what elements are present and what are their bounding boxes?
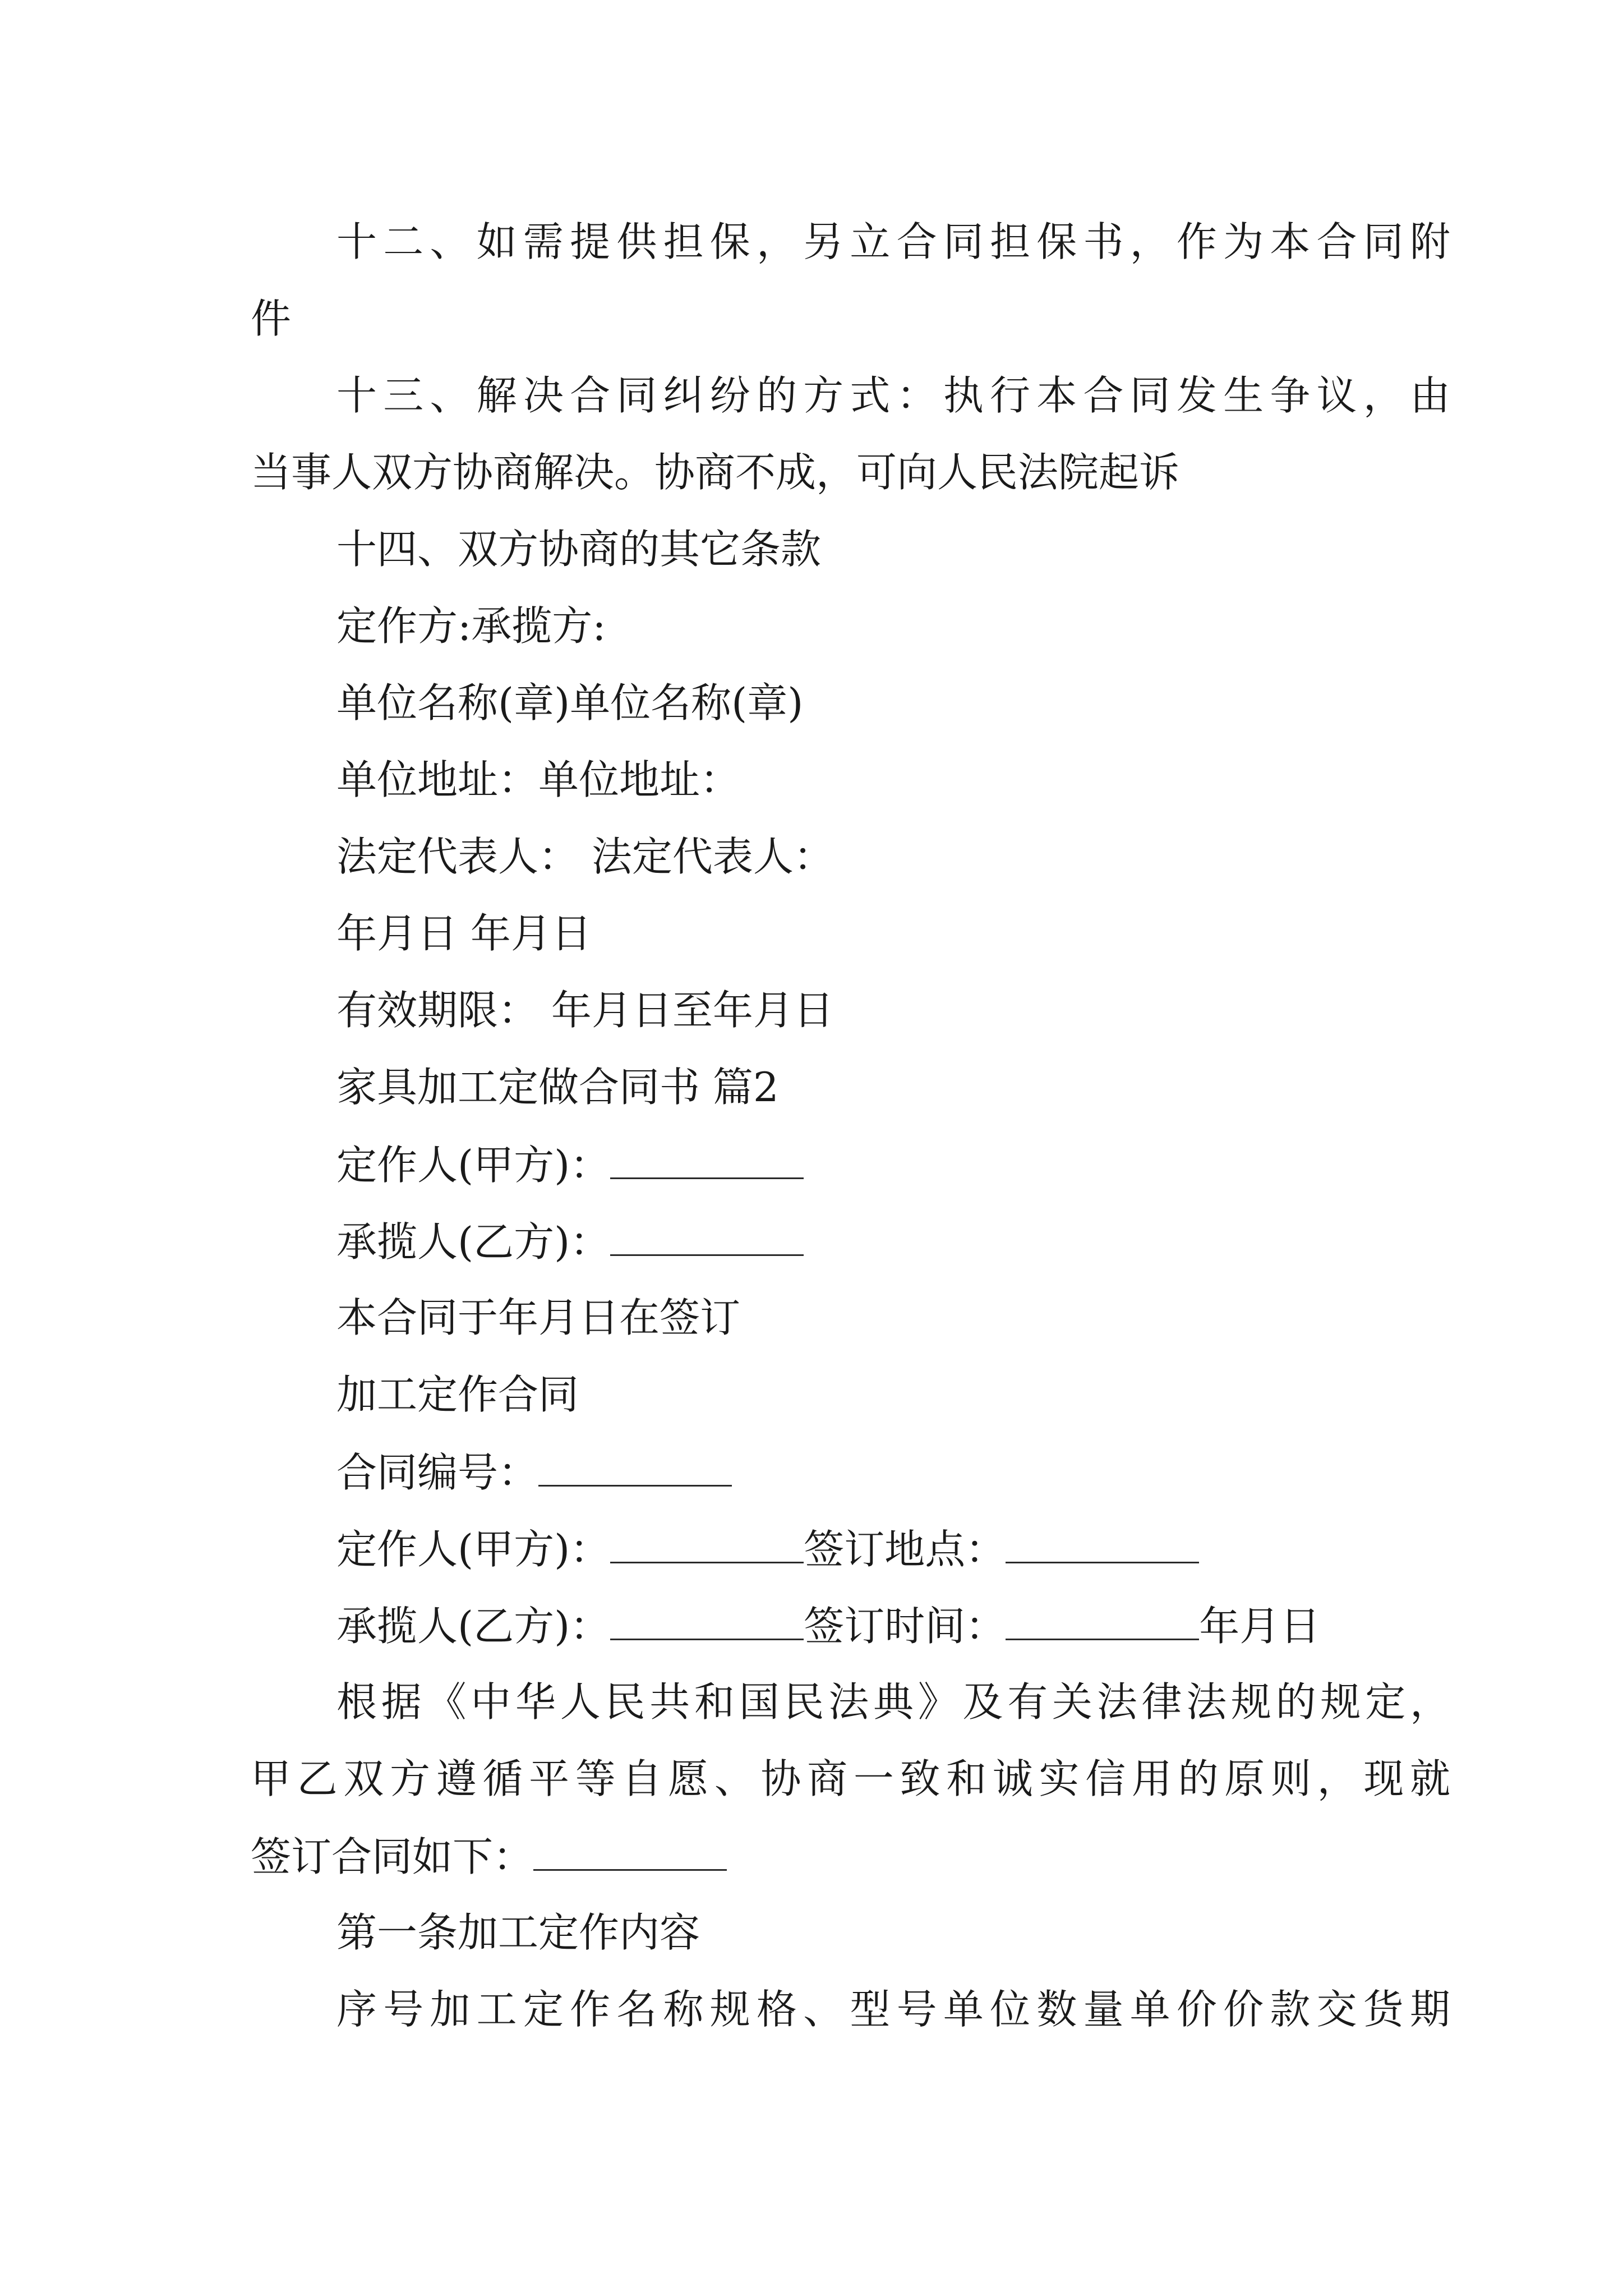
contractor-party-b-label: 承揽人(乙方)：	[336, 1218, 611, 1266]
contractor-party-b-blank	[610, 1221, 804, 1256]
date-label: 年月日 年月日	[336, 910, 592, 957]
preamble-blank	[533, 1835, 727, 1871]
signing-place-label: 签订地点：	[804, 1526, 1006, 1573]
contractor-party-b-line	[336, 1218, 804, 1266]
preamble-line-3	[251, 1833, 727, 1880]
contract-number-blank	[538, 1451, 732, 1487]
signing-time-date: 年月日	[1199, 1603, 1321, 1650]
orderer-label: 定作人(甲方)：	[336, 1526, 611, 1573]
contract-heading: 加工定作合同	[336, 1371, 579, 1418]
article-1-title: 第一条加工定作内容	[336, 1909, 700, 1956]
legal-rep-label: 法定代表人： 法定代表人：	[336, 833, 834, 880]
section-title-part-2: 家具加工定做合同书 篇2	[336, 1064, 779, 1111]
clause-13-line-2: 当事人双方协商解决。协商不成，可向人民法院起诉	[251, 449, 1180, 496]
signing-place-blank	[1006, 1528, 1199, 1563]
signing-time-blank	[1006, 1605, 1199, 1640]
orderer-party-a-label: 定作人(甲方)：	[336, 1142, 611, 1189]
orderer-party-a-line	[336, 1142, 804, 1189]
clause-14: 十四、双方协商的其它条款	[336, 526, 822, 573]
unit-name-label: 单位名称(章)单位名称(章)	[336, 679, 804, 726]
parties-label: 定作方:承揽方:	[336, 602, 606, 650]
table-header-row: 序号加工定作名称规格、型号单位数量单价价款交货期	[336, 1986, 1450, 2033]
unit-address-label: 单位地址：单位地址：	[336, 756, 741, 803]
validity-period: 有效期限： 年月日至年月日	[336, 987, 834, 1034]
clause-13-line-1: 十三、解决合同纠纷的方式：执行本合同发生争议，由	[336, 372, 1450, 419]
clause-12-line-1: 十二、如需提供担保，另立合同担保书，作为本合同附	[336, 218, 1450, 265]
contractor-blank	[610, 1605, 804, 1640]
signing-time-label: 签订时间：	[804, 1603, 1006, 1650]
contractor-signing-time-line	[336, 1603, 1321, 1650]
orderer-signing-place-line	[336, 1526, 1199, 1573]
contract-number-label: 合同编号：	[336, 1449, 539, 1496]
orderer-blank	[610, 1528, 804, 1563]
signing-statement: 本合同于年月日在签订	[336, 1294, 741, 1341]
contract-number-line	[336, 1449, 732, 1496]
clause-12-line-2: 件	[251, 295, 292, 342]
preamble-line-1: 根据《中华人民共和国民法典》及有关法律法规的规定，	[336, 1678, 1450, 1726]
orderer-party-a-blank	[610, 1144, 804, 1179]
preamble-line-2: 甲乙双方遵循平等自愿、协商一致和诚实信用的原则，现就	[251, 1755, 1450, 1802]
preamble-line-3-text: 签订合同如下：	[251, 1833, 534, 1880]
contractor-label: 承揽人(乙方)：	[336, 1603, 611, 1650]
